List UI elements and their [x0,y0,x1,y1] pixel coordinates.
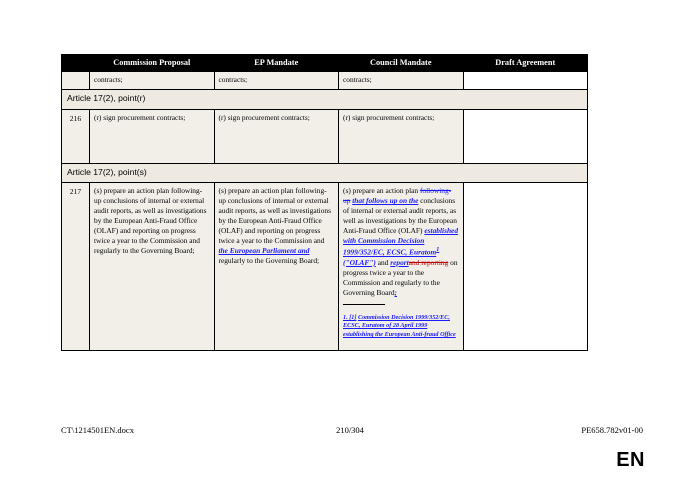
column-header-council-mandate: Council Mandate [339,55,464,72]
table-row [62,109,588,163]
footnote-text: Commission Decision 1999/352/EC, ECSC, Euratom of 28 April 1999 establishing the European Anti-fraud Office [343,313,456,338]
footer-document-reference: PE658.782v01-00 [581,425,643,435]
council-insertion-3: ("OLAF") [343,257,376,267]
council-text-part-1: (s) prepare an action plan [343,186,420,196]
footer-page-number: 210/304 [336,425,364,435]
cell-council-mandate: (r) sign procurement contracts; [339,109,464,163]
cell-commission-proposal: contracts; [90,72,215,90]
row-number: 217 [62,183,90,351]
council-text-part-3: and [375,257,391,267]
cell-draft-agreement [463,183,588,351]
footnote-marker: 1. [1] [343,313,357,321]
ep-text-part-2: regularly to the Governing Board; [218,256,320,266]
cell-ep-mandate [214,183,339,351]
row-number: 216 [62,109,90,163]
article-heading-row [62,163,588,183]
council-footnote-reference: 1 [436,247,440,254]
ep-text [219,186,335,266]
column-header-draft-agreement: Draft Agreement [463,55,588,72]
council-deletion-2: and reporting [408,257,449,267]
cell-draft-agreement [463,109,588,163]
row-number [62,72,90,90]
commission-text: (s) prepare an action plan following-up conclusions of internal or external audit reports, as well as investigations by the European Anti-Fraud Office (OLAF) and reporting on progress twice a year to the Commission and regularly to the Governing Board; [94,186,207,256]
column-header-number [62,55,90,72]
table-header-row [62,55,588,72]
page-footer [0,425,700,439]
ep-insertion-1: the European Parliament and [218,246,310,256]
column-header-ep-mandate: EP Mandate [214,55,339,72]
article-heading-row [62,90,588,110]
council-insertion-1: that follows up on the [352,196,419,206]
council-insertion-2: established with Commission Decision 1999/352/EC, ECSC, Euratom [343,226,459,257]
footnote-separator [343,304,385,305]
column-header-commission-proposal: Commission Proposal [90,55,215,72]
table-row [62,183,588,351]
cell-council-mandate [339,183,464,351]
council-insertion-5: ; [394,287,397,297]
article-heading-label: Article 17(2), point(r) [62,90,588,110]
cell-ep-mandate: (r) sign procurement contracts; [214,109,339,163]
cell-commission-proposal [90,183,215,351]
council-text-part-4: on progress twice a year to the Commission and regularly to the Governing Board [343,257,458,297]
council-footnote [343,314,459,340]
cell-ep-mandate: contracts; [214,72,339,90]
table-row [62,72,588,90]
cell-draft-agreement [463,72,588,90]
article-heading-label: Article 17(2), point(s) [62,163,588,183]
language-marker: EN [616,449,645,471]
ep-text-part-1: (s) prepare an action plan following-up conclusions of internal or external audit reports, as well as investigations by the European Anti-Fraud Office (OLAF) and reporting on progress twice a year to the Commission and [218,186,331,246]
cell-council-mandate: contracts; [339,72,464,90]
council-deletion-1: following-up [343,186,452,206]
footer-filename: CT\1214501EN.docx [61,425,134,435]
council-text [343,186,459,297]
comparison-table [61,54,588,351]
council-insertion-4: report [390,257,409,267]
cell-commission-proposal: (r) sign procurement contracts; [90,109,215,163]
council-text-part-2: conclusions of internal or external audit reports, as well as investigations by the European Anti-Fraud Office (OLAF) [343,196,457,236]
